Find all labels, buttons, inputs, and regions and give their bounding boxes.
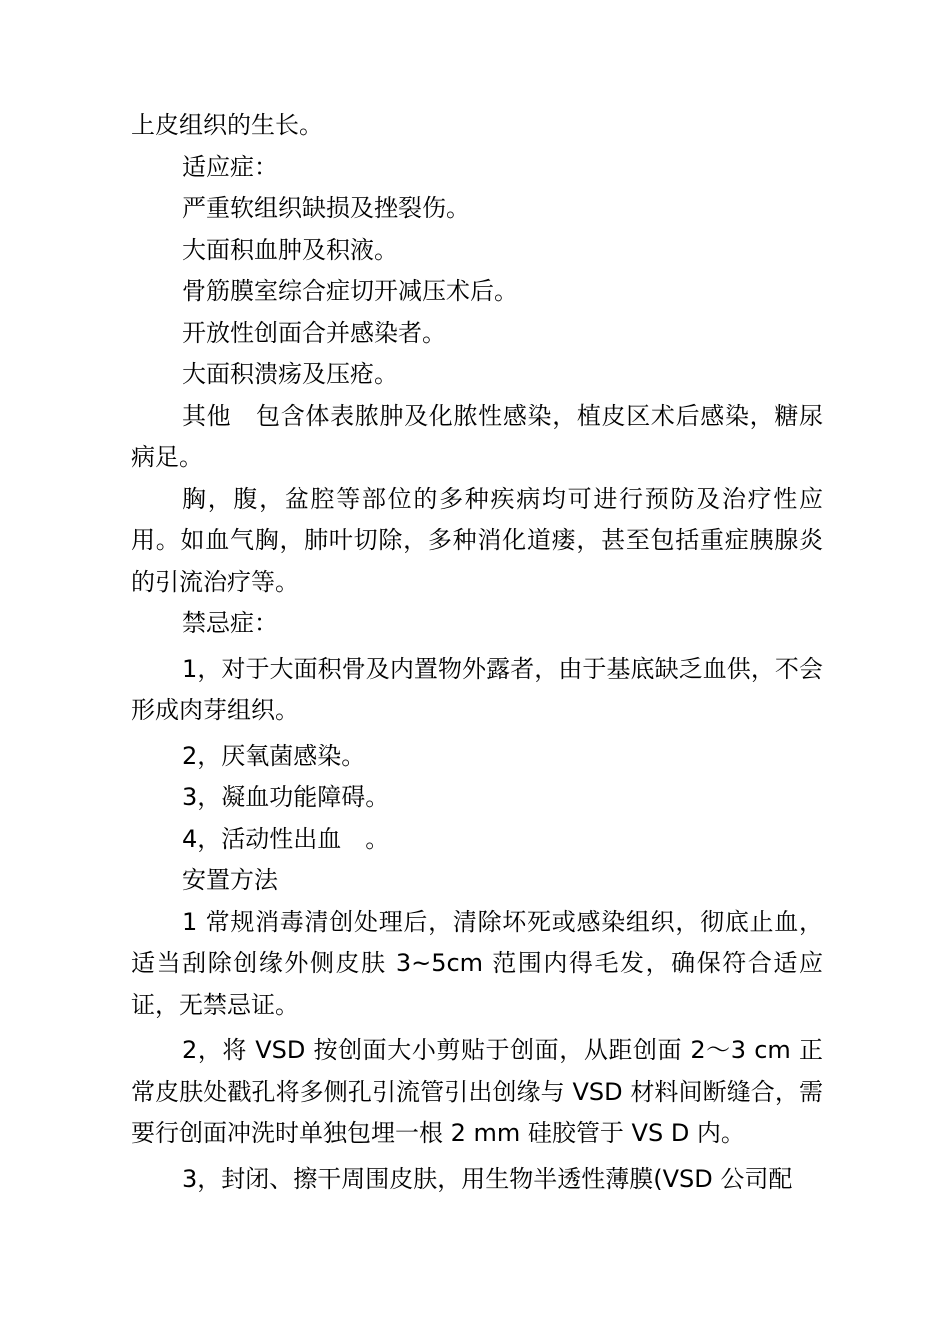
contraindication-item: 2，厌氧菌感染。: [182, 741, 366, 770]
contraindication-item: 4，活动性出血 。: [182, 824, 390, 853]
heading-contraindications: 禁忌症：: [182, 609, 278, 637]
indication-item: 其他 包含体表脓肿及化脓性感染，植皮区术后感染，糖尿病足。: [131, 401, 823, 471]
method-step: 3，封闭、擦干周围皮肤，用生物半透性薄膜(VSD 公司配: [182, 1164, 793, 1193]
indication-item: 骨筋膜室综合症切开减压术后。: [182, 277, 518, 305]
heading-placement-method: 安置方法: [182, 866, 278, 894]
indication-paragraph: 胸，腹，盆腔等部位的多种疾病均可进行预防及治疗性应用。如血气胸，肺叶切除，多种消化道瘘，甚至包括重症胰腺炎的引流治疗等。: [131, 484, 823, 596]
indication-item: 开放性创面合并感染者。: [182, 318, 446, 347]
document-body: [131, 105, 823, 1200]
heading-indications: 适应症：: [182, 152, 278, 181]
paragraph-continuation: 上皮组织的生长。: [131, 111, 323, 139]
indication-item: 严重软组织缺损及挫裂伤。: [182, 194, 470, 222]
indication-item: 大面积溃疡及压疮。: [182, 360, 398, 388]
contraindication-item: 3，凝血功能障碍。: [182, 783, 390, 811]
method-step: 1 常规消毒清创处理后，清除坏死或感染组织，彻底止血，适当刮除创缘外侧皮肤 3~5cm 范围内得毛发，确保符合适应证，无禁忌证。: [131, 907, 823, 1019]
contraindication-item: 1，对于大面积骨及内置物外露者，由于基底缺乏血供，不会形成肉芽组织。: [131, 654, 823, 724]
method-step: 2，将 VSD 按创面大小剪贴于创面，从距创面 2～3 cm 正常皮肤处戳孔将多侧孔引流管引出创缘与 VSD 材料间断缝合，需要行创面冲洗时单独包埋一根 2 mm 硅胶管于 VS D 内。: [131, 1036, 823, 1147]
indication-item: 大面积血肿及积液。: [182, 235, 398, 264]
